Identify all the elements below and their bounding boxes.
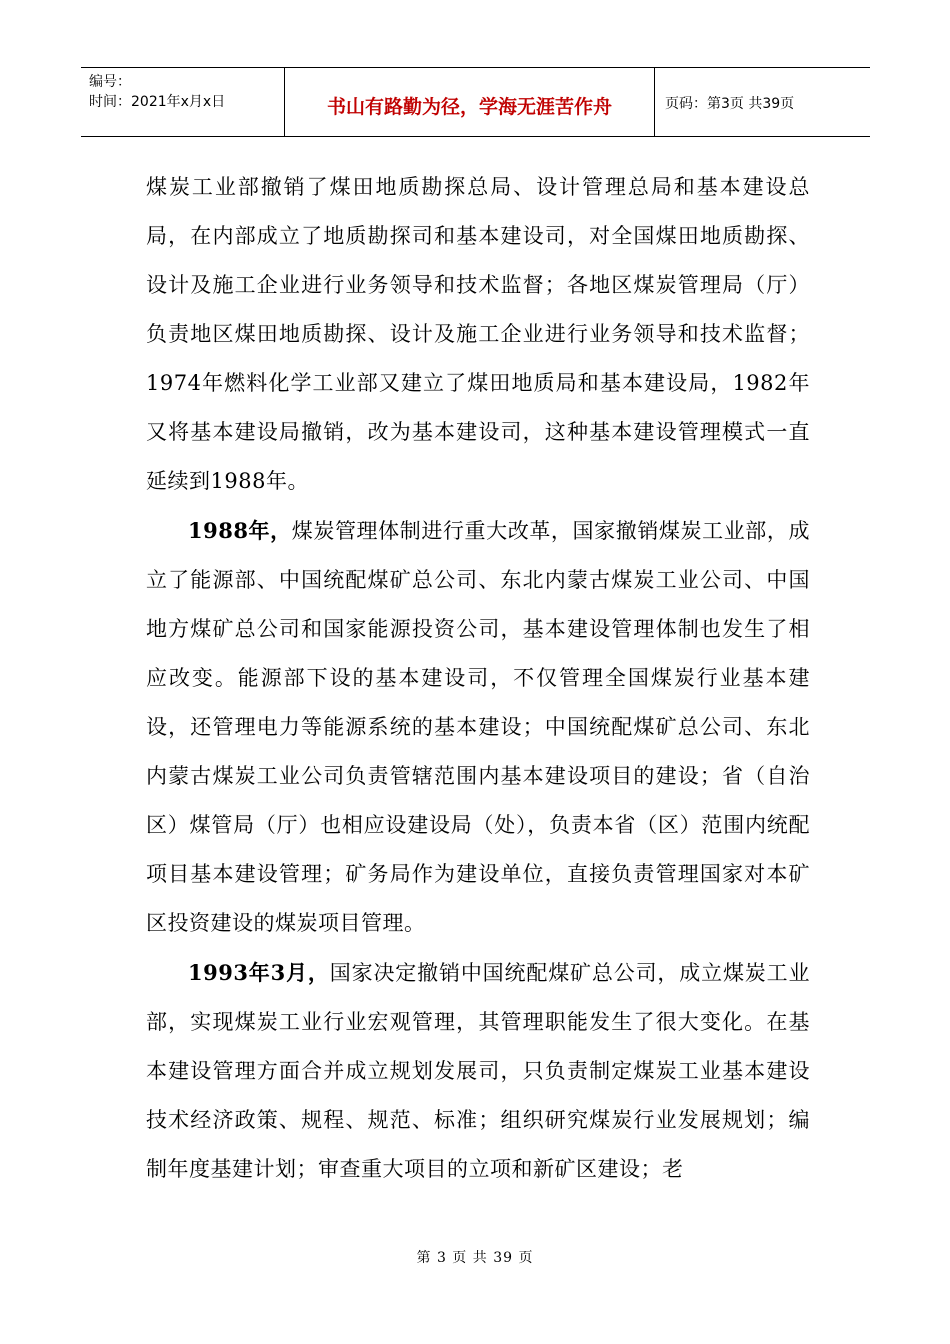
document-time-label: 时间：2021年x月x日 bbox=[89, 94, 226, 110]
paragraph-text: 煤炭管理体制进行重大改革，国家撤销煤炭工业部，成立了能源部、中国统配煤矿总公司、东北内蒙古煤炭工业公司、中国地方煤矿总公司和国家能源投资公司，基本建设管理体制也发生了相应改变。能源部下设的基本建设司，不仅管理全国煤炭行业基本建设，还管理电力等能源系统的基本建设；中国统配煤矿总公司、东北内蒙古煤炭工业公司负责管辖范围内基本建设项目的建设；省（自治区）煤管局（厅）也相应设建设局（处），负责本省（区）范围内统配项目基本建设管理；矿务局作为建设单位，直接负责管理国家对本矿区投资建设的煤炭项目管理。 bbox=[146, 519, 811, 935]
document-body bbox=[146, 163, 810, 1194]
page-header bbox=[81, 67, 870, 137]
header-page-info: 页码：第3页 共39页 bbox=[665, 96, 795, 112]
header-meta bbox=[81, 68, 284, 136]
paragraph-text: 煤炭工业部撤销了煤田地质勘探总局、设计管理总局和基本建设总局，在内部成立了地质勘探司和基本建设司，对全国煤田地质勘探、设计及施工企业进行业务领导和技术监督；各地区煤炭管理局（厅）负责地区煤田地质勘探、设计及施工企业进行业务领导和技术监督；1974年燃料化学工业部又建立了煤田地质局和基本建设局，1982年又将基本建设局撤销，改为基本建设司，这种基本建设管理模式一直延续到1988年。 bbox=[146, 175, 810, 493]
page-footer: 第 3 页 共 39 页 bbox=[416, 1250, 534, 1266]
document-code-label: 编号： bbox=[89, 74, 131, 90]
body-paragraph-3 bbox=[146, 948, 810, 1194]
paragraph-text: 国家决定撤销中国统配煤矿总公司，成立煤炭工业部，实现煤炭工业行业宏观管理，其管理职能发生了很大变化。在基本建设管理方面合并成立规划发展司，只负责制定煤炭工业基本建设技术经济政策、规程、规范、标准；组织研究煤炭行业发展规划；编制年度基建计划；审查重大项目的立项和新矿区建设；老 bbox=[146, 961, 810, 1181]
paragraph-lead: 1988年， bbox=[188, 518, 292, 543]
body-paragraph-1 bbox=[146, 163, 810, 506]
body-paragraph-2 bbox=[146, 506, 810, 948]
header-slogan: 书山有路勤为径，学海无涯苦作舟 bbox=[284, 68, 655, 136]
paragraph-lead: 1993年3月， bbox=[188, 960, 330, 985]
